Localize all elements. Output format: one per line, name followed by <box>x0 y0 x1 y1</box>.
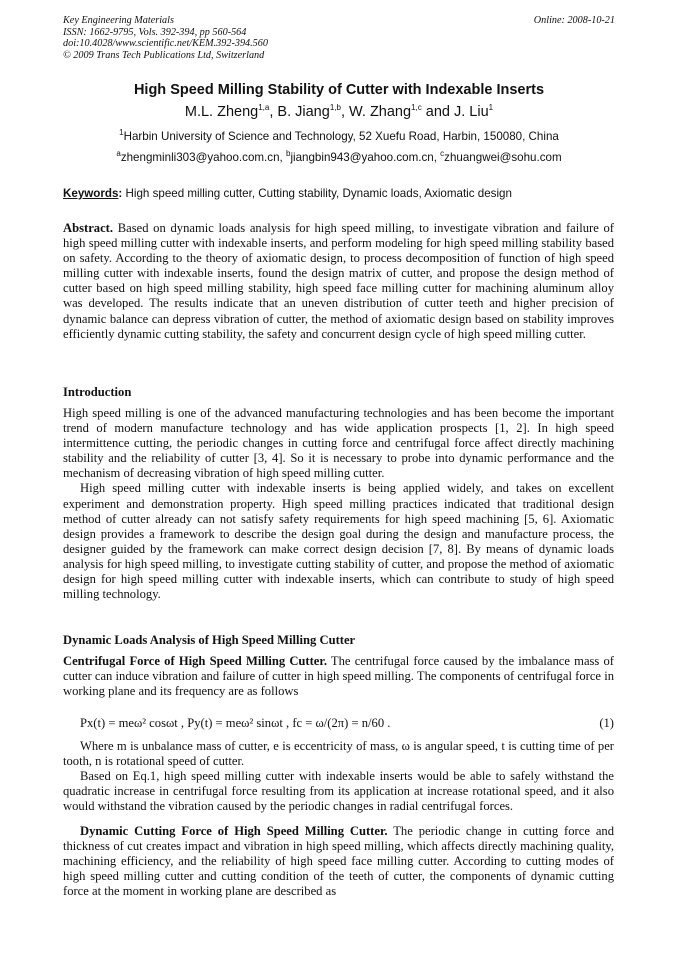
paragraph-text: The periodic change in cutting force and thickness of cut creates impact and vibration in high speed milling, which affects directly machining quality, machining efficiency, and the reliability of high speed face milling cutter. According to cutting modes of high speed milling cutter and cutting condition of the teeth of cutter, the components of dynamic cutting force at the moment in working plane are described as <box>63 824 614 899</box>
affiliation <box>0 130 678 143</box>
affiliation-text: Harbin University of Science and Technology, 52 Xuefu Road, Harbin, 150080, China <box>123 130 559 143</box>
paragraph: High speed milling is one of the advanced manufacturing technologies and has been become the important trend of modern manufacture technology and has wide application prospects [1, 2]. In high speed intermittence cutting, the periodic changes in cutting force and centrifugal force affect directly machining stability and the reliability of cutter [3, 4]. So it is necessary to probe into dynamic performance and the mechanism of decreasing vibration of high speed milling cutter. <box>63 406 614 481</box>
copyright-line: © 2009 Trans Tech Publications Ltd, Switzerland <box>63 49 265 61</box>
author-superscript: 1 <box>488 103 494 113</box>
email-list <box>0 151 678 164</box>
equation-explanation <box>63 739 614 814</box>
author-name: W. Zhang <box>349 104 412 120</box>
introduction-body <box>63 406 614 602</box>
email-address[interactable]: jiangbin943@yahoo.com.cn, <box>290 151 437 164</box>
equation-1 <box>80 716 614 731</box>
author-name: and J. Liu <box>425 104 489 120</box>
centrifugal-paragraph <box>63 654 614 699</box>
abstract <box>63 221 614 342</box>
keywords: Keywords: High speed milling cutter, Cutting stability, Dynamic loads, Axiomatic design <box>63 187 512 200</box>
email-superscript: b <box>285 149 291 159</box>
email-address[interactable]: zhengminli303@yahoo.com.cn, <box>120 151 283 164</box>
paragraph: High speed milling cutter with indexable inserts is being applied widely, and takes on excellent experiment and demonstration property. High speed milling practices indicated that traditional design method of cutter already can not satisfy safety requirements for high speed machining [5, 6]. Axiomatic design provides a framework to describe the design goal during the design and manufacture process, the designer guided by the framework can make correct design decision [7, 8]. By means of dynamic loads analysis for high speed milling, to investigate cutting stability of cutter, and propose the method of axiomatic design for high speed milling cutter with indexable inserts, which can contribute to study of high speed milling technology. <box>63 481 614 602</box>
abstract-text: Based on dynamic loads analysis for high speed milling, to investigate vibration and failure of high speed milling cutter with indexable inserts, and perform modeling for high speed milling stability based on safety. According to the theory of axiomatic design, to process decomposition of function of high speed milling cutter with indexable inserts, found the design matrix of cutter, and propose the design method of cutter based on high speed milling stability, high speed face milling cutter for machining aluminum alloy was developed. The results indicate that an uneven distribution of cutter teeth and higher precision of dynamic balance can depress vibration of cutter, the method of axiomatic design based on stability improves efficiently dynamic cutting stability, the safety and concurrent design cycle of high speed milling cutter. <box>63 221 614 341</box>
dynamic-cutting-paragraph <box>63 824 614 899</box>
issn-line: ISSN: 1662-9795, Vols. 392-394, pp 560-564 <box>63 26 247 38</box>
paragraph-text: The centrifugal force caused by the imbalance mass of cutter can induce vibration and failure of cutter in high speed milling. The components of centrifugal force in working plane and its frequency are as follows <box>63 654 615 699</box>
journal-header <box>63 15 615 61</box>
keywords-label: Keywords <box>63 187 119 200</box>
paper-title: High Speed Milling Stability of Cutter with Indexable Inserts <box>133 82 545 98</box>
paragraph: Based on Eq.1, high speed milling cutter with indexable inserts would be able to safely withstand the quadratic increase in centrifugal force resulting from its application at increase rotational speed, and it also would withstand the vibration caused by the periodic changes in radial centrifugal forces. <box>63 769 614 814</box>
abstract-label: Abstract. <box>63 221 114 235</box>
author-superscript: 1,c <box>411 103 422 113</box>
email-superscript: a <box>116 149 121 159</box>
author-name: M.L. Zheng <box>184 104 259 120</box>
subsection-label: Centrifugal Force of High Speed Milling Cutter. <box>63 654 327 668</box>
email-superscript: c <box>440 149 445 159</box>
doi-line: doi:10.4028/www.scientific.net/KEM.392-394.560 <box>63 38 268 49</box>
introduction-heading: Introduction <box>63 385 132 399</box>
keywords-text: High speed milling cutter, Cutting stability, Dynamic loads, Axiomatic design <box>122 187 512 200</box>
subsection-label: Dynamic Cutting Force of High Speed Milling Cutter. <box>80 824 388 838</box>
author-superscript: 1,a <box>258 103 270 113</box>
equation-text: Px(t) = meω² cosωt , Py(t) = meω² sinωt , fc = ω/(2π) = n/60 . <box>80 716 391 730</box>
section-heading: Dynamic Loads Analysis of High Speed Milling Cutter <box>63 633 356 647</box>
online-date: Online: 2008-10-21 <box>533 15 615 26</box>
author-name: B. Jiang <box>277 104 330 120</box>
journal-name: Key Engineering Materials <box>63 15 174 26</box>
affiliation-superscript: 1 <box>119 128 124 138</box>
paragraph: Where m is unbalance mass of cutter, e is eccentricity of mass, ω is angular speed, t is cutting time of per tooth, n is rotational speed of cutter. <box>63 739 614 769</box>
equation-number: (1) <box>599 716 614 730</box>
author-list: M.L. Zheng$^{1,a}$, B. Jiang$^{1,b}$, W. Zhang$^{1,c}$ and J. Liu$^1$ <box>184 103 494 120</box>
email-address[interactable]: zhuangwei@sohu.com <box>444 151 562 164</box>
author-superscript: 1,b <box>329 103 341 113</box>
